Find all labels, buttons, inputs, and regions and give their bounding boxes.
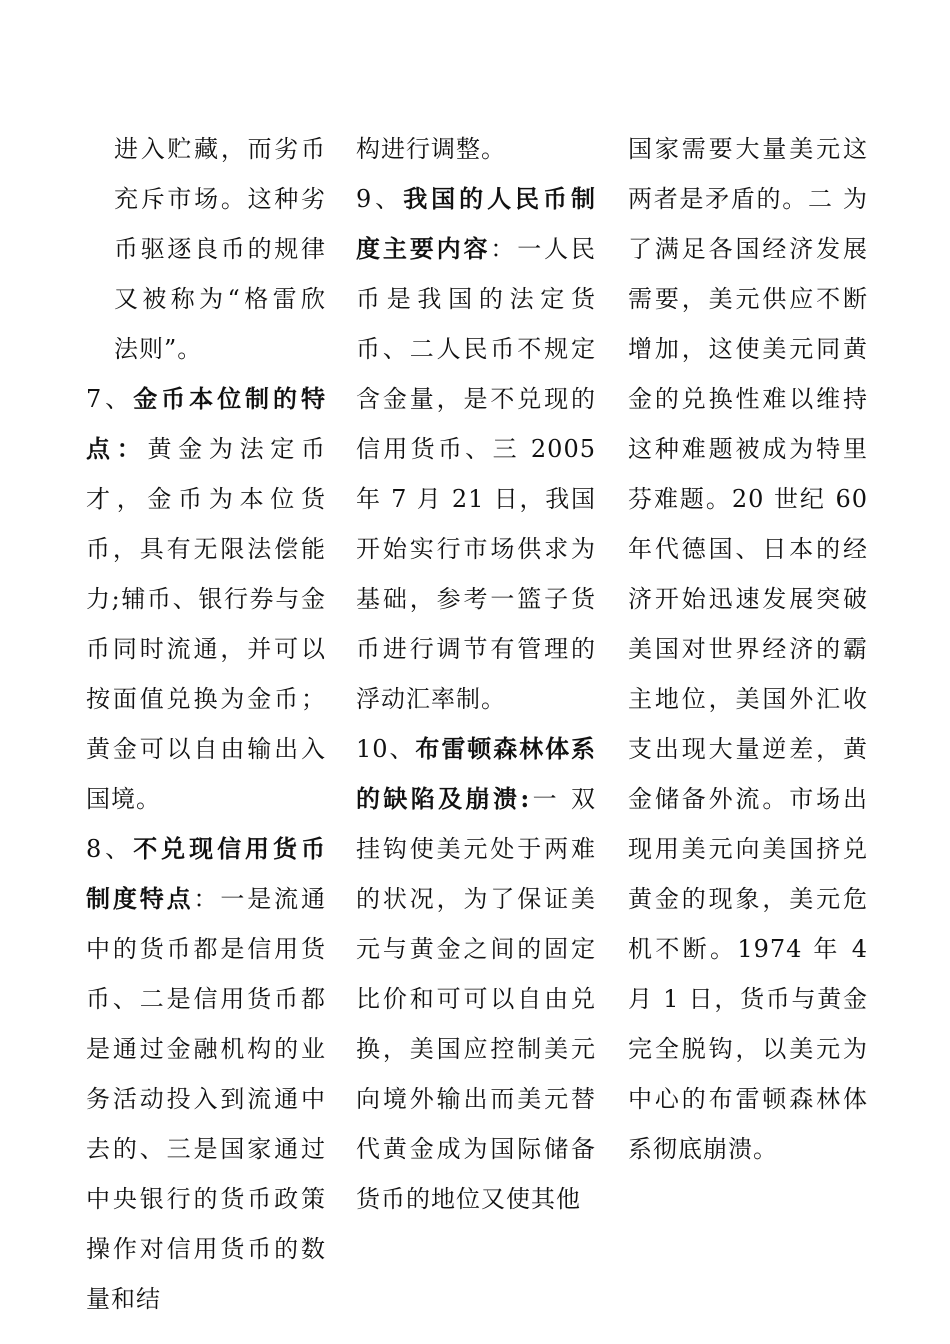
- item-heading: 不兑现信用货币制度特点: [86, 834, 326, 913]
- item-body: 一 双挂钩使美元处于两难的状况，为了保证美元与黄金之间的固定比价和可可以自由兑换，美国应控制美元向境外输出而美元替代黄金成为国际储备货币的地位又使其他: [356, 785, 596, 1213]
- item-number: 10、: [356, 735, 416, 763]
- item-body: 黄金为法定币才，金币为本位货币，具有无限法偿能力;辅币、银行券与金币同时流通，并可以按面值兑换为金币；黄金可以自由输出入国境。: [86, 435, 327, 813]
- paragraph-bretton-woods: [356, 724, 596, 1224]
- paragraph-gresham-law: 进入贮藏，而劣币充斥市场。这种劣币驱逐良币的规律又被称为“格雷欣法则”。: [114, 135, 326, 363]
- paragraph-rmb-system: [356, 174, 596, 724]
- item-heading: 我国的人民币制度主要内容: [356, 184, 596, 263]
- paragraph-continuation: 构进行调整。: [356, 135, 506, 163]
- text-column-middle: [356, 124, 596, 1224]
- item-number: 8、: [86, 835, 134, 863]
- item-body: ：一是流通中的货币都是信用货币、二是信用货币都是通过金融机构的业务活动投入到流通中去的、三是国家通过中央银行的货币政策操作对信用货币的数量和结: [86, 885, 326, 1313]
- item-number: 9、: [356, 185, 404, 213]
- paragraph-gold-standard: [86, 374, 326, 824]
- paragraph-fiat-currency: [86, 824, 326, 1324]
- item-heading: 布雷顿森林体系的缺陷及崩溃:: [356, 734, 596, 813]
- text-column-left: [86, 124, 326, 1324]
- item-number: 7、: [86, 385, 134, 413]
- item-heading: 金币本位制的特点：: [86, 384, 326, 463]
- item-body: ：一人民币是我国的法定货币、二人民币不规定含金量，是不兑现的信用货币、三 2005 年 7 月 21 日，我国开始实行市场供求为基础，参考一篮子货币进行调节有管理的浮动汇率制。: [356, 235, 596, 713]
- paragraph-bretton-woods-continued: 国家需要大量美元这两者是矛盾的。二 为了满足各国经济发展需要，美元供应不断增加，这使美元同黄金的兑换性难以维持这种难题被成为特里芬难题。20 世纪 60 年代德国、日本的经济开始迅速发展突破美国对世界经济的霸主地位，美国外汇收支出现大量逆差，黄金储备外流。市场出现用美元向美国挤兑黄金的现象，美元危机不断。1974 年 4 月 1 日，货币与黄金完全脱钩，以美元为中心的布雷顿森林体系彻底崩溃。: [628, 135, 868, 1163]
- text-column-right: [628, 124, 868, 1174]
